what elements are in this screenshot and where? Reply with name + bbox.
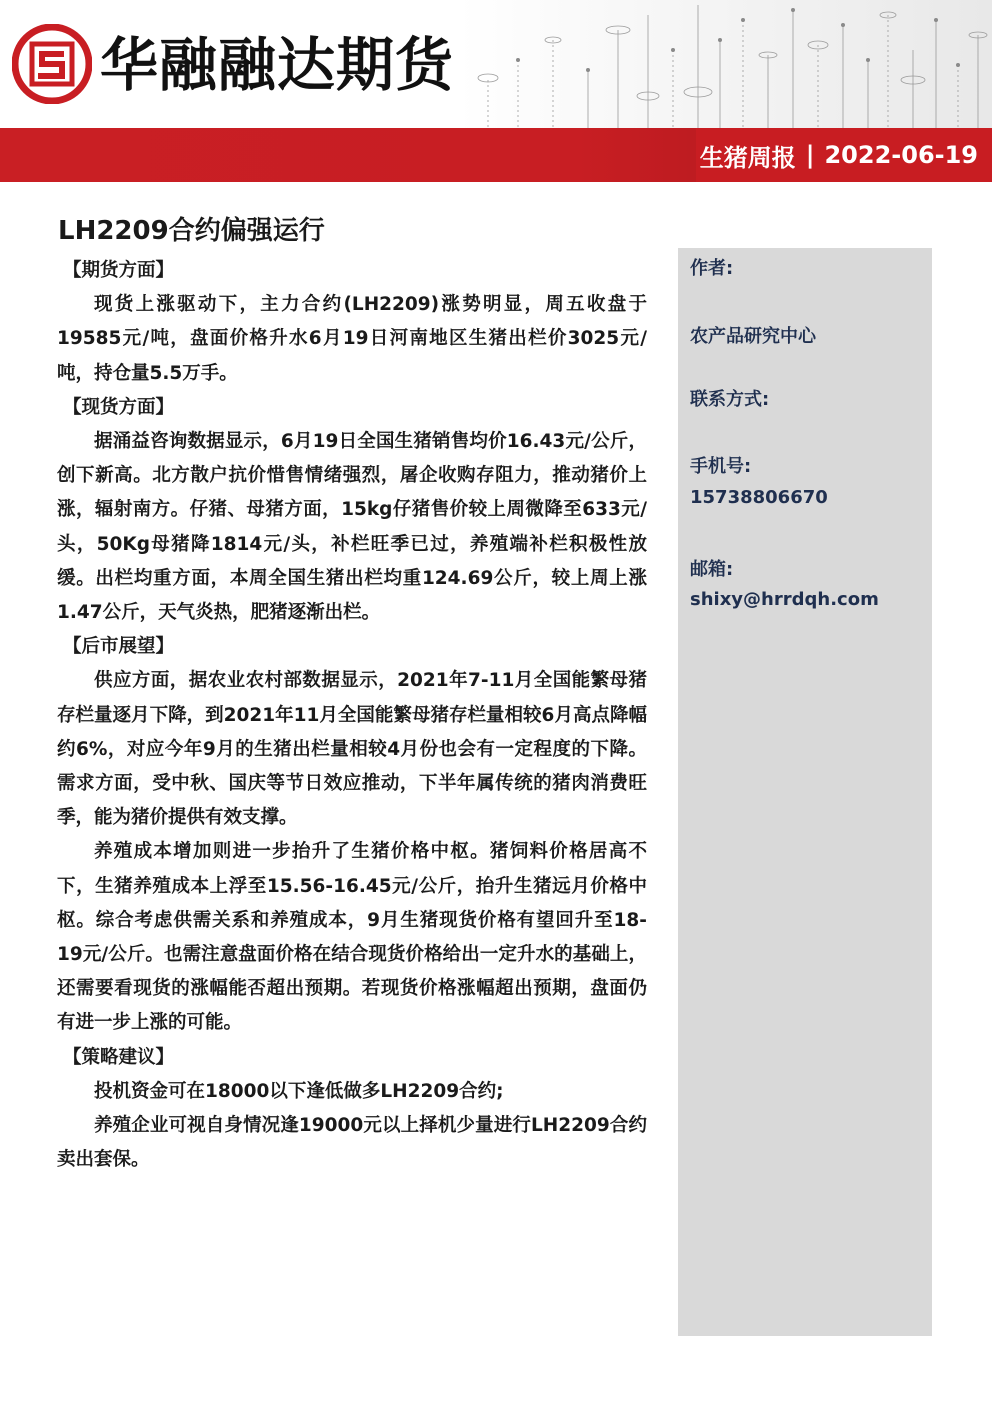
report-date: 2022-06-19 xyxy=(824,141,978,169)
section-heading-futures: 【期货方面】 xyxy=(63,260,175,281)
paragraph-outlook-cost: 养殖成本增加则进一步抬升了生猪价格中枢。猪饲料价格居高不下，生猪养殖成本上浮至15.56-16.45元/公斤，抬升生猪远月价格中枢。综合考虑供需关系和养殖成本，9月生猪现货价格有望回升至18-19元/公斤。也需注意盘面价格在结合现货价格给出一定升水的基础上，还需要看现货的涨幅能否超出预期。若现货价格涨幅超出预期，盘面仍有进一步上涨的可能。 xyxy=(57,841,647,1034)
report-type-label: 生猪周报 xyxy=(699,143,796,172)
decorative-lines-graphic xyxy=(458,0,992,128)
banner-separator: | xyxy=(805,141,815,169)
phone-number[interactable]: 15738806670 xyxy=(690,487,828,508)
email-address[interactable]: shixy@hrrdqh.com xyxy=(690,589,879,610)
paragraph-strategy-speculative: 投机资金可在18000以下逢低做多LH2209合约; xyxy=(94,1080,504,1102)
phone-label: 手机号: xyxy=(690,456,752,477)
report-type-banner xyxy=(696,128,992,182)
article-title: LH2209合约偏强运行 xyxy=(58,216,325,246)
contact-label: 联系方式: xyxy=(690,389,770,410)
author-sidebar xyxy=(678,248,932,1336)
email-label: 邮箱: xyxy=(690,559,734,580)
paragraph-strategy-hedge: 养殖企业可视自身情况逢19000元以上择机少量进行LH2209合约卖出套保。 xyxy=(57,1115,647,1171)
author-name: 农产品研究中心 xyxy=(690,326,816,347)
page-header xyxy=(0,0,992,128)
section-heading-strategy: 【策略建议】 xyxy=(63,1046,175,1068)
company-logo-icon xyxy=(12,24,92,104)
author-label: 作者: xyxy=(690,258,734,279)
section-heading-outlook: 【后市展望】 xyxy=(63,636,175,658)
brand-name: 华融融达期货 xyxy=(100,31,455,99)
section-heading-spot: 【现货方面】 xyxy=(63,396,175,418)
paragraph-outlook-supply-demand: 供应方面，据农业农村部数据显示，2021年7-11月全国能繁母猪存栏量逐月下降，到2021年11月全国能繁母猪存栏量相较6月高点降幅约6%，对应今年9月的生猪出栏量相较4月份也会有一定程度的下降。需求方面，受中秋、国庆等节日效应推动，下半年属传统的猪肉消费旺季，能为猪价提供有效支撑。 xyxy=(57,670,647,829)
paragraph-spot: 据涌益咨询数据显示，6月19日全国生猪销售均价16.43元/公斤，创下新高。北方散户抗价惜售情绪强烈，屠企收购存阻力，推动猪价上涨，辐射南方。仔猪、母猪方面，15kg仔猪售价较上周微降至633元/头，50Kg母猪降1814元/头，补栏旺季已过，养殖端补栏积极性放缓。出栏均重方面，本周全国生猪出栏均重124.69公斤，较上周上涨1.47公斤，天气炎热，肥猪逐渐出栏。 xyxy=(57,431,647,624)
paragraph-futures: 现货上涨驱动下，主力合约(LH2209)涨势明显，周五收盘于19585元/吨，盘面价格升水6月19日河南地区生猪出栏价3025元/吨，持仓量5.5万手。 xyxy=(57,294,647,384)
article-body xyxy=(57,254,647,1177)
